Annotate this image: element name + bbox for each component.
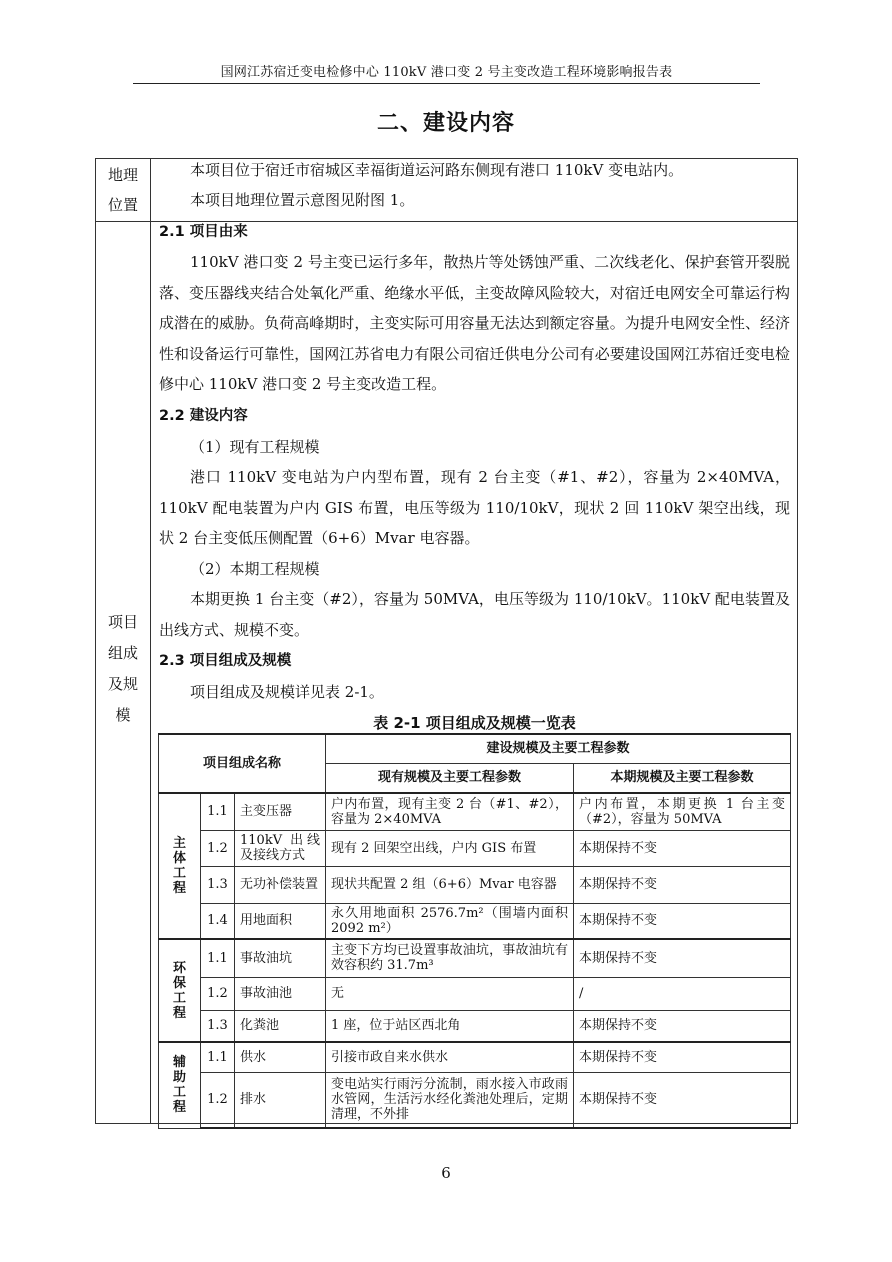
paragraph-existing-scale: 港口 110kV 变电站为户内型布置，现有 2 台主变（#1、#2），容量为 2×40MVA，110kV 配电装置为户内 GIS 布置，电压等级为 110/10kV，现状 2 回 110kV 架空出线，现状 2 台主变低压侧配置（6+6）Mvar 电容器。 [159, 468, 790, 547]
row-current: 本期保持不变 [574, 1072, 791, 1128]
row-current: 户内布置，本期更换 1 台主变（#2），容量为 50MVA [574, 793, 791, 830]
row-item: 排水 [235, 1072, 326, 1128]
table-row [159, 977, 791, 1010]
row-number: 1.2 [201, 830, 235, 866]
row-existing: 户内布置，现有主变 2 台（#1、#2），容量为 2×40MVA [326, 793, 574, 830]
row-current: 本期保持不变 [574, 1010, 791, 1042]
row-item: 用地面积 [235, 903, 326, 939]
heading-2-1: 2.1 项目由来 [159, 224, 248, 240]
row-existing: 引接市政自来水供水 [326, 1042, 574, 1072]
row-current: 本期保持不变 [574, 830, 791, 866]
row-current: 本期保持不变 [574, 939, 791, 977]
row-item: 无功补偿装置 [235, 866, 326, 903]
subheading-current-scale: （2）本期工程规模 [190, 560, 320, 578]
row-current: 本期保持不变 [574, 1042, 791, 1072]
row-existing: 1 座，位于站区西北角 [326, 1010, 574, 1042]
group-label-main: 主体工程 [159, 793, 201, 939]
composition-label-line3: 及规 [107, 675, 138, 693]
row-number: 1.1 [201, 939, 235, 977]
composition-label [96, 607, 150, 731]
row-existing: 现有 2 回架空出线，户内 GIS 布置 [326, 830, 574, 866]
header-project-name: 项目组成名称 [159, 734, 326, 793]
composition-label-line4: 模 [115, 706, 131, 724]
header-existing: 现有规模及主要工程参数 [326, 763, 574, 793]
subheading-existing-scale: （1）现有工程规模 [190, 438, 320, 456]
row-current: 本期保持不变 [574, 866, 791, 903]
row-number: 1.2 [201, 1072, 235, 1128]
table-row [159, 1072, 791, 1128]
label-column-divider [150, 158, 151, 1124]
row-item: 化粪池 [235, 1010, 326, 1042]
table-row [159, 793, 791, 830]
paragraph-current-scale: 本期更换 1 台主变（#2），容量为 50MVA，电压等级为 110/10kV。110kV 配电装置及出线方式、规模不变。 [159, 590, 790, 639]
composition-label-line1: 项目 [107, 613, 138, 631]
location-label-line2: 位置 [107, 196, 138, 214]
section-title: 二、建设内容 [376, 111, 515, 136]
row-number: 1.1 [201, 793, 235, 830]
table-reference-text: 项目组成及规模详见表 2-1。 [190, 683, 384, 701]
composition-label-line2: 组成 [107, 644, 138, 662]
row-existing: 变电站实行雨污分流制，雨水接入市政雨水管网，生活污水经化粪池处理后，定期清理，不外排 [326, 1072, 574, 1128]
group-label-environmental: 环保工程 [159, 939, 201, 1042]
row-existing: 现状共配置 2 组（6+6）Mvar 电容器 [326, 866, 574, 903]
header-current: 本期规模及主要工程参数 [574, 763, 791, 793]
table-row [159, 1010, 791, 1042]
composition-table [158, 733, 791, 1129]
row-number: 1.1 [201, 1042, 235, 1072]
page-header: 国网江苏宿迁变电检修中心 110kV 港口变 2 号主变改造工程环境影响报告表 [220, 65, 673, 80]
row-item: 事故油池 [235, 977, 326, 1010]
table-caption: 表 2-1 项目组成及规模一览表 [373, 714, 576, 732]
location-text-2: 本项目地理位置示意图见附图 1。 [190, 191, 415, 209]
table-row [159, 866, 791, 903]
row-number: 1.2 [201, 977, 235, 1010]
table-row [159, 903, 791, 939]
table-row [159, 1042, 791, 1072]
row-existing: 主变下方均已设置事故油坑，事故油坑有效容积约 31.7m³ [326, 939, 574, 977]
location-label [96, 160, 150, 220]
page-number: 6 [441, 1164, 451, 1182]
table-row [159, 939, 791, 977]
row-number: 1.4 [201, 903, 235, 939]
row-item: 供水 [235, 1042, 326, 1072]
row-current: / [574, 977, 791, 1010]
location-label-line1: 地理 [107, 166, 138, 184]
table-row [159, 830, 791, 866]
row-current: 本期保持不变 [574, 903, 791, 939]
location-text-1: 本项目位于宿迁市宿城区幸福街道运河路东侧现有港口 110kV 变电站内。 [190, 161, 684, 179]
row-existing: 永久用地面积 2576.7m²（围墙内面积 2092 m²） [326, 903, 574, 939]
header-rule [133, 83, 760, 84]
row-existing: 无 [326, 977, 574, 1010]
group-label-auxiliary: 辅助工程 [159, 1042, 201, 1128]
paragraph-2-1: 110kV 港口变 2 号主变已运行多年，散热片等处锈蚀严重、二次线老化、保护套管开裂脱落、变压器线夹结合处氧化严重、绝缘水平低，主变故障风险较大，对宿迁电网安全可靠运行构成潜在的威胁。负荷高峰期时，主变实际可用容量无法达到额定容量。为提升电网安全性、经济性和设备运行可靠性，国网江苏省电力有限公司宿迁供电分公司有必要建设国网江苏宿迁变电检修中心 110kV 港口变 2 号主变改造工程。 [159, 253, 790, 393]
heading-2-2: 2.2 建设内容 [159, 408, 248, 424]
row-number: 1.3 [201, 866, 235, 903]
heading-2-3: 2.3 项目组成及规模 [159, 653, 292, 669]
row-item: 事故油坑 [235, 939, 326, 977]
row-number: 1.3 [201, 1010, 235, 1042]
header-params: 建设规模及主要工程参数 [326, 734, 791, 763]
row-item: 110kV 出线及接线方式 [235, 830, 326, 866]
row-item: 主变压器 [235, 793, 326, 830]
